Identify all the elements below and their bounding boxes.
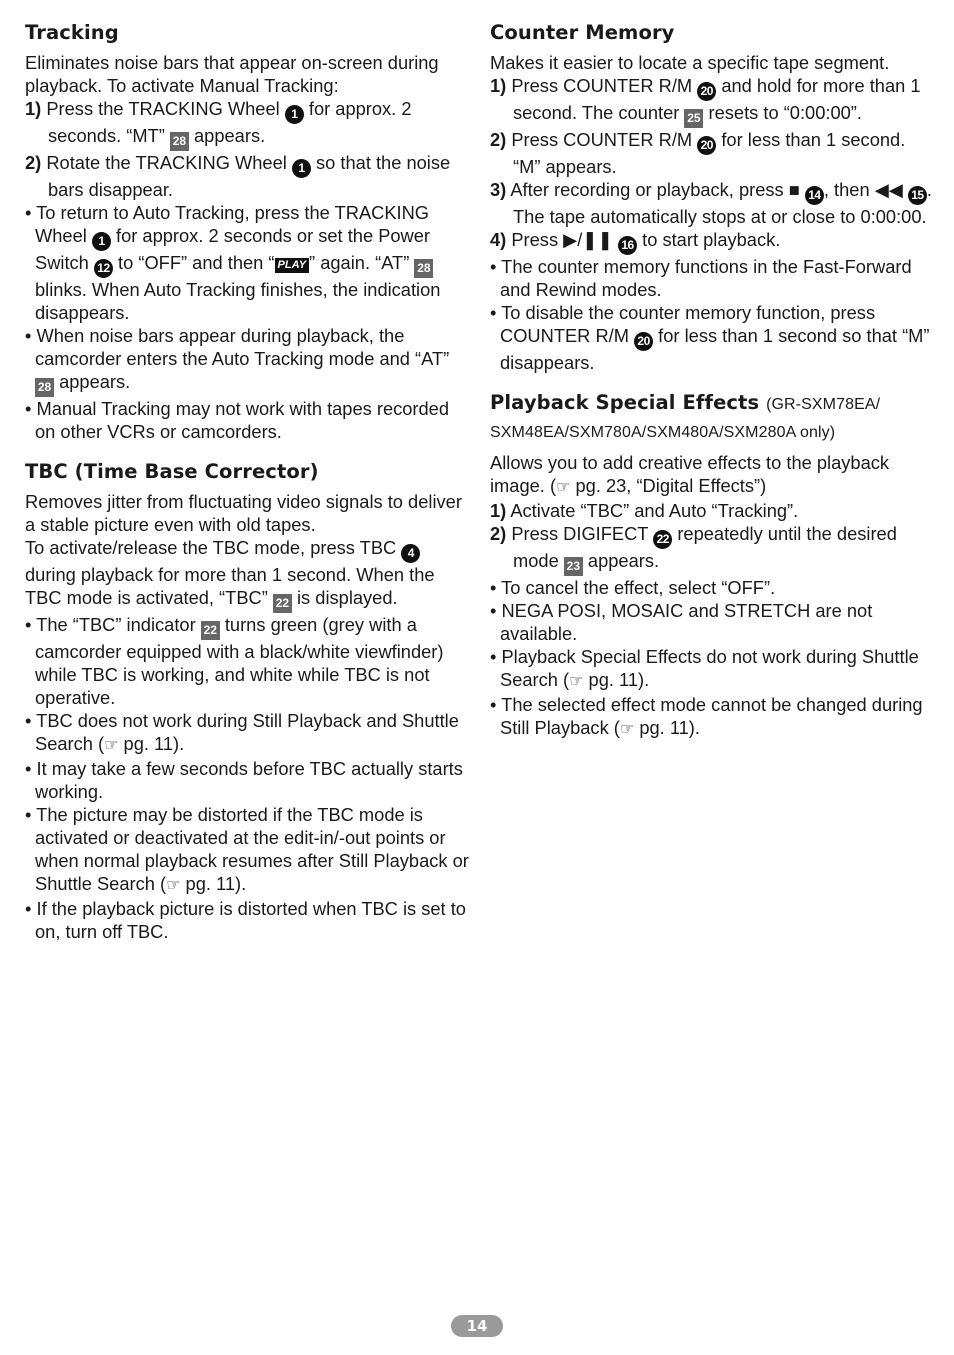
display-25-icon: 25 — [684, 109, 703, 128]
tbc-intro: Removes jitter from fluctuating video signals to deliver a stable picture even with old tapes. — [25, 491, 462, 535]
tracking-bullet-1: • To return to Auto Tracking, press the TRACKING Wheel 1 for approx. 2 seconds or set the Power Switch 12 to “OFF” and then “ PLAY ” again. “AT” 28 blinks. When Auto Tracking finishes, the indication disappears. — [25, 202, 441, 323]
effects-bullet-3: • Playback Special Effects do not work during Shuttle Search (☞ pg. 11). — [490, 646, 919, 690]
playback-effects-heading: Playback Special Effects (GR-SXM78EA/ SXM48EA/SXM780A/SXM480A/SXM280A only) — [490, 391, 881, 441]
effects-step-2: 2) Press DIGIFECT 22 repeatedly until the desired mode 23 appears. — [490, 522, 935, 576]
callout-12-icon: 12 — [94, 259, 113, 278]
display-28-icon: 28 — [170, 132, 189, 151]
display-23-icon: 23 — [564, 557, 583, 576]
counter-memory-section — [490, 20, 935, 374]
callout-20-icon: 20 — [697, 136, 716, 155]
reference-hand-icon: ☞ — [104, 737, 119, 754]
tracking-section — [25, 20, 470, 443]
counter-memory-heading: Counter Memory — [490, 21, 675, 44]
tracking-heading: Tracking — [25, 21, 119, 44]
effects-step-1: 1) Activate “TBC” and Auto “Tracking”. — [490, 500, 799, 521]
callout-1-icon: 1 — [292, 159, 311, 178]
playback-effects-section — [490, 390, 935, 741]
reference-hand-icon: ☞ — [569, 673, 584, 690]
effects-intro: Allows you to add creative effects to the playback image. (☞ pg. 23, “Digital Effects”) — [490, 452, 890, 496]
tbc-bullet-4: • The picture may be distorted if the TBC mode is activated or deactivated at the edit-in/-out points or when normal playback resumes after Still Playback or Shuttle Search (☞ pg. 11). — [25, 804, 469, 894]
tracking-bullet-3: • Manual Tracking may not work with tapes recorded on other VCRs or camcorders. — [25, 398, 450, 442]
tbc-activate: To activate/release the TBC mode, press TBC 4 during playback for more than 1 second. When the TBC mode is activated, “TBC” 22 is displayed. — [25, 536, 470, 613]
tbc-bullet-1: • The “TBC” indicator 22 turns green (grey with a camcorder equipped with a black/white viewfinder) while TBC is working, and white while TBC is not operative. — [25, 614, 444, 708]
callout-1-icon: 1 — [285, 105, 304, 124]
counter-step-1: 1) Press COUNTER R/M 20 and hold for more than 1 second. The counter 25 resets to “0:00:00”. — [490, 74, 935, 128]
counter-step-4: 4) Press ▶/❚❚ 16 to start playback. — [490, 228, 935, 255]
tracking-step-1: 1) Press the TRACKING Wheel 1 for approx. 2 seconds. “MT” 28 appears. — [25, 97, 470, 151]
callout-20-icon: 20 — [697, 82, 716, 101]
counter-step-3: 3) After recording or playback, press ■ 14 , then ◀◀ 15 . The tape automatically stops at or close to 0:00:00. — [490, 179, 933, 227]
counter-intro: Makes it easier to locate a specific tape segment. — [490, 52, 890, 73]
effects-bullet-1: • To cancel the effect, select “OFF”. — [490, 577, 776, 598]
effects-bullet-4: • The selected effect mode cannot be changed during Still Playback (☞ pg. 11). — [490, 694, 923, 738]
counter-step-2: 2) Press COUNTER R/M 20 for less than 1 second. “M” appears. — [490, 129, 906, 177]
tbc-bullet-3: • It may take a few seconds before TBC actually starts working. — [25, 758, 463, 802]
callout-1-icon: 1 — [92, 232, 111, 251]
tbc-section — [25, 459, 470, 943]
reference-hand-icon: ☞ — [556, 479, 571, 496]
play-mode-icon: PLAY — [275, 258, 310, 273]
left-column — [25, 20, 470, 959]
reference-hand-icon: ☞ — [619, 721, 635, 738]
page-number: 14 — [451, 1315, 503, 1337]
right-column — [490, 20, 935, 757]
callout-16-icon: 16 — [618, 236, 637, 255]
callout-20-icon: 20 — [634, 332, 653, 351]
tracking-bullet-2: • When noise bars appear during playback, the camcorder enters the Auto Tracking mode and “AT” 28 appears. — [25, 324, 470, 397]
counter-bullet-2: • To disable the counter memory function, press COUNTER R/M 20 for less than 1 second so that “M” disappears. — [490, 302, 930, 373]
display-22-icon: 22 — [273, 594, 292, 613]
reference-hand-icon: ☞ — [166, 877, 181, 894]
callout-4-icon: 4 — [401, 544, 420, 563]
tbc-heading: TBC (Time Base Corrector) — [25, 460, 319, 483]
model-list: (GR-SXM78EA/ SXM48EA/SXM780A/SXM480A/SXM280A only) — [490, 396, 881, 441]
display-28-icon: 28 — [35, 378, 54, 397]
display-22-icon: 22 — [201, 621, 220, 640]
effects-bullet-2: • NEGA POSI, MOSAIC and STRETCH are not available. — [490, 600, 873, 644]
tracking-step-2: 2) Rotate the TRACKING Wheel 1 so that the noise bars disappear. — [25, 152, 451, 200]
tracking-intro: Eliminates noise bars that appear on-screen during playback. To activate Manual Tracking: — [25, 52, 439, 96]
callout-14-icon: 14 — [805, 186, 824, 205]
tbc-bullet-5: • If the playback picture is distorted when TBC is set to on, turn off TBC. — [25, 898, 466, 942]
display-28-icon: 28 — [414, 259, 433, 278]
callout-22-icon: 22 — [653, 530, 672, 549]
callout-15-icon: 15 — [908, 186, 927, 205]
counter-bullet-1: • The counter memory functions in the Fast-Forward and Rewind modes. — [490, 256, 912, 300]
tbc-bullet-2: • TBC does not work during Still Playback and Shuttle Search (☞ pg. 11). — [25, 710, 459, 754]
